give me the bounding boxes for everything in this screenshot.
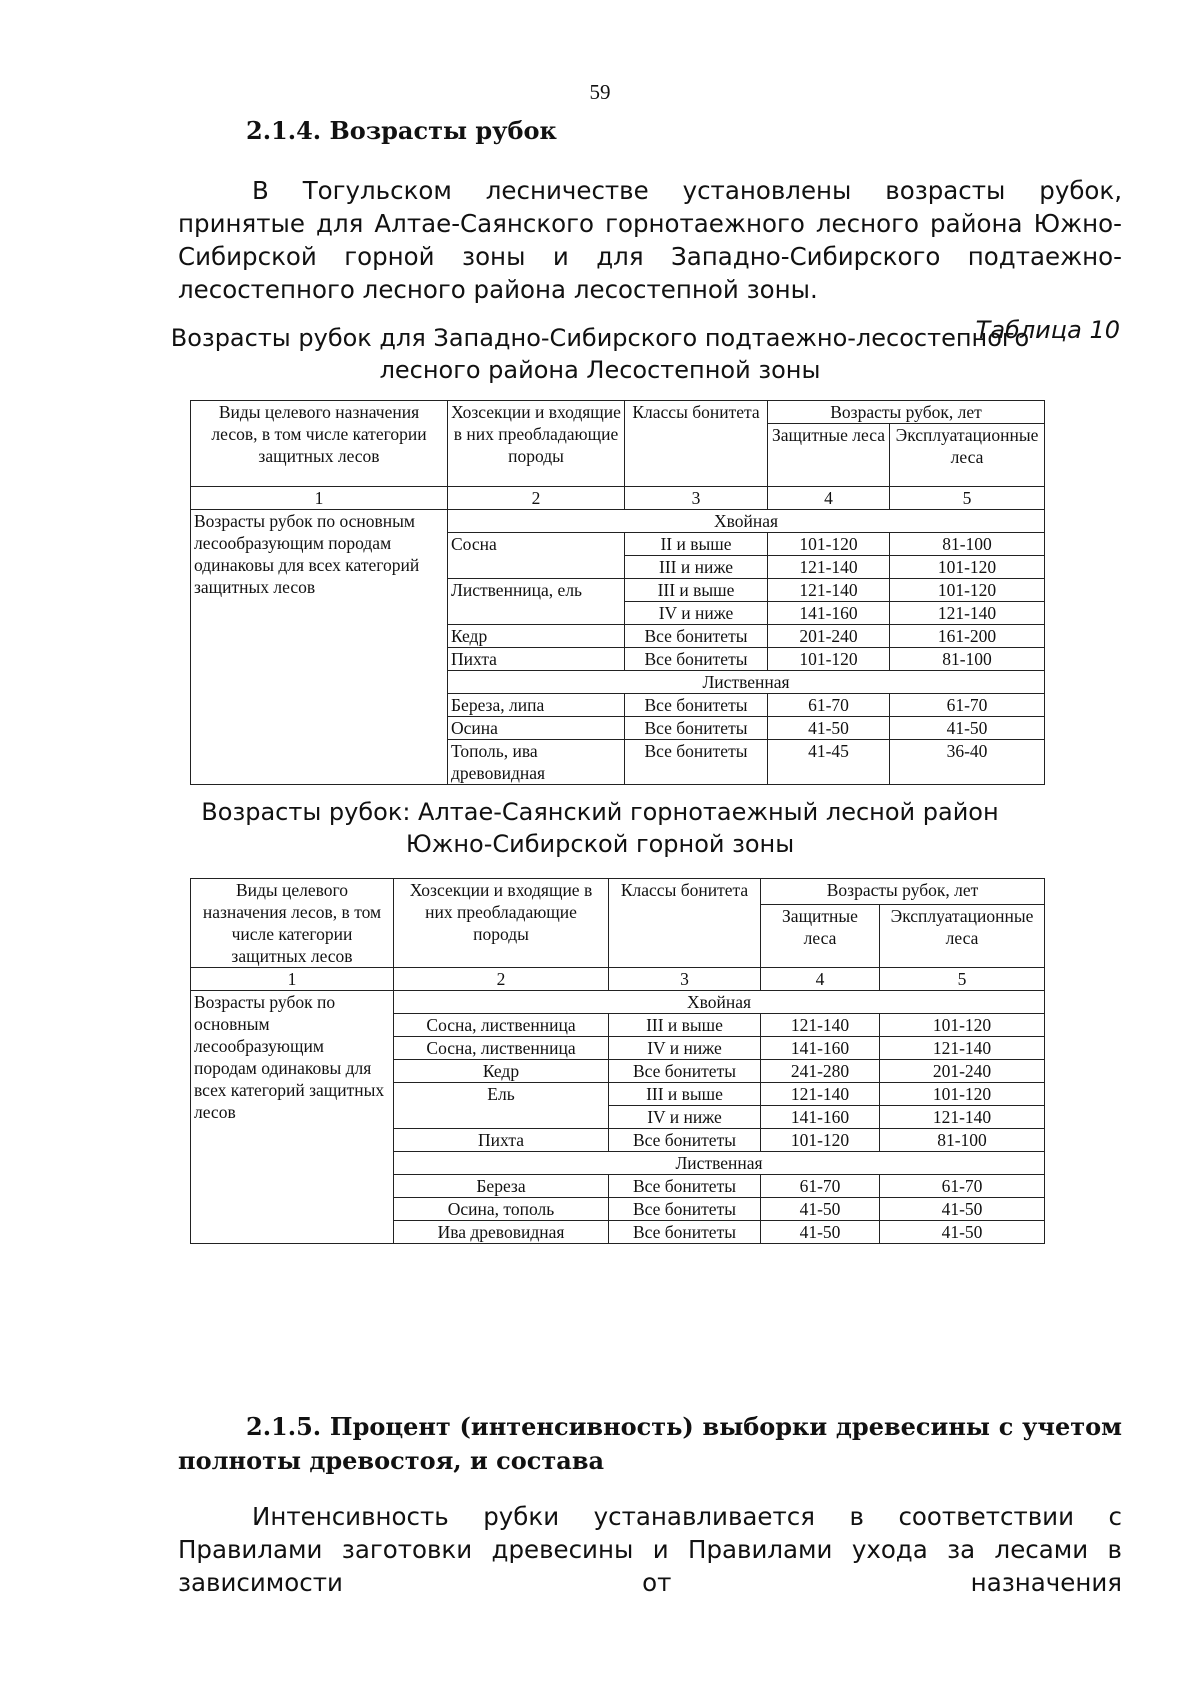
table10-bonitet: Все бонитеты — [625, 740, 768, 785]
table10-species: Пихта — [448, 648, 625, 671]
table10-colnum: 3 — [625, 487, 768, 510]
table-altai-species: Ель — [394, 1083, 609, 1106]
table-altai-exploitation: 41-50 — [880, 1198, 1045, 1221]
table10-group-deciduous: Лиственная — [448, 671, 1045, 694]
table-altai-protective: 61-70 — [761, 1175, 880, 1198]
section-paragraph-2-1-4 — [178, 174, 1122, 306]
table-altai-species — [394, 1106, 609, 1129]
table-altai-exploitation: 121-140 — [880, 1106, 1045, 1129]
table10-exploitation: 161-200 — [890, 625, 1045, 648]
table-altai-header-purpose: Виды целевого назначения лесов, в том числе категории защитных лесов — [191, 879, 394, 968]
table10-title-line2: лесного района Лесостепной зоны — [379, 356, 821, 384]
table10-protective: 61-70 — [768, 694, 890, 717]
table10-bonitet: Все бонитеты — [625, 694, 768, 717]
table10-bonitet: IV и ниже — [625, 602, 768, 625]
table10-bonitet: Все бонитеты — [625, 717, 768, 740]
table10-group-coniferous: Хвойная — [448, 510, 1045, 533]
table-altai-header-bonitet: Классы бонитета — [609, 879, 761, 968]
section-paragraph-2-1-5 — [178, 1500, 1122, 1599]
table10-exploitation: 101-120 — [890, 579, 1045, 602]
table10-protective: 141-160 — [768, 602, 890, 625]
table-altai-header-exploitation: Эксплуатационные леса — [880, 905, 1045, 968]
table10-category: Возрасты рубок по основным лесообразующим породам одинаковы для всех категорий защитных лесов — [191, 510, 448, 785]
table-altai-colnum: 2 — [394, 968, 609, 991]
table-altai-protective: 41-50 — [761, 1198, 880, 1221]
table-altai-exploitation: 41-50 — [880, 1221, 1045, 1244]
page-number: 59 — [589, 80, 611, 104]
table-altai-bonitet: Все бонитеты — [609, 1060, 761, 1083]
table-altai — [190, 878, 1045, 1244]
table10-protective: 41-45 — [768, 740, 890, 785]
section-heading-2-1-5-line2: полноты древостоя, и состава — [178, 1446, 605, 1475]
section-heading-2-1-5-line1: 2.1.5. Процент (интенсивность) выборки древесины с учетом — [246, 1412, 1122, 1441]
table-altai-group-coniferous: Хвойная — [394, 991, 1045, 1014]
table-altai-bonitet: Все бонитеты — [609, 1175, 761, 1198]
table10-exploitation: 101-120 — [890, 556, 1045, 579]
table-altai-bonitet: III и выше — [609, 1014, 761, 1037]
table-altai-header-species: Хозсекции и входящие в них преобладающие породы — [394, 879, 609, 968]
table10-bonitet: Все бонитеты — [625, 625, 768, 648]
table10-bonitet: II и выше — [625, 533, 768, 556]
table-altai-title-line2: Южно-Сибирской горной зоны — [405, 830, 795, 858]
table10-header-ages: Возрасты рубок, лет — [768, 401, 1045, 424]
table10-exploitation: 61-70 — [890, 694, 1045, 717]
table-altai-exploitation: 201-240 — [880, 1060, 1045, 1083]
table-altai-species: Пихта — [394, 1129, 609, 1152]
table10-colnum: 5 — [890, 487, 1045, 510]
table-altai-bonitet: IV и ниже — [609, 1106, 761, 1129]
table10-exploitation: 41-50 — [890, 717, 1045, 740]
table10-colnum: 2 — [448, 487, 625, 510]
table-altai-bonitet: Все бонитеты — [609, 1129, 761, 1152]
table10-header-species: Хозсекции и входящие в них преобладающие породы — [448, 401, 625, 487]
table10-species: Осина — [448, 717, 625, 740]
table-altai-header-protective: Защитные леса — [761, 905, 880, 968]
table10-protective: 101-120 — [768, 648, 890, 671]
table-number-label: Таблица 10 — [975, 316, 1120, 344]
table-altai-exploitation: 121-140 — [880, 1037, 1045, 1060]
table10-protective: 101-120 — [768, 533, 890, 556]
table-altai-exploitation: 61-70 — [880, 1175, 1045, 1198]
table-altai-bonitet: IV и ниже — [609, 1037, 761, 1060]
table10-colnum: 1 — [191, 487, 448, 510]
table-altai-exploitation: 81-100 — [880, 1129, 1045, 1152]
section-heading-2-1-4: 2.1.4. Возрасты рубок — [246, 116, 557, 145]
table-altai-species: Сосна, лиственница — [394, 1014, 609, 1037]
table10-species: Тополь, ива древовидная — [448, 740, 625, 785]
table10-exploitation: 81-100 — [890, 648, 1045, 671]
table-altai-colnum: 3 — [609, 968, 761, 991]
table-altai-species: Кедр — [394, 1060, 609, 1083]
table-altai-protective: 241-280 — [761, 1060, 880, 1083]
table10-bonitet: Все бонитеты — [625, 648, 768, 671]
table10-protective: 41-50 — [768, 717, 890, 740]
table10-colnum: 4 — [768, 487, 890, 510]
table-altai-exploitation: 101-120 — [880, 1014, 1045, 1037]
table10-exploitation: 121-140 — [890, 602, 1045, 625]
table-altai-bonitet: Все бонитеты — [609, 1221, 761, 1244]
table-altai-colnum: 1 — [191, 968, 394, 991]
table-altai-species: Сосна, лиственница — [394, 1037, 609, 1060]
table-altai-bonitet: Все бонитеты — [609, 1198, 761, 1221]
table-altai-species: Осина, тополь — [394, 1198, 609, 1221]
table-altai-group-deciduous: Лиственная — [394, 1152, 1045, 1175]
table-altai-bonitet: III и выше — [609, 1083, 761, 1106]
table10-protective: 201-240 — [768, 625, 890, 648]
table-altai-protective: 141-160 — [761, 1037, 880, 1060]
paragraph-text: В Тогульском лесничестве установлены возрасты рубок, принятые для Алтае-Саянского горнотаежного лесного района Южно-Сибирской горной зоны и для Западно-Сибирского подтаежно-лесостепного лесного района лесостепной зоны. — [178, 176, 1122, 304]
table10-header-protective: Защитные леса — [768, 424, 890, 487]
table-altai-species: Береза — [394, 1175, 609, 1198]
table10-header-exploitation: Эксплуатационные леса — [890, 424, 1045, 487]
table10-species — [448, 556, 625, 579]
table10-species: Кедр — [448, 625, 625, 648]
table10-protective: 121-140 — [768, 579, 890, 602]
table10-species: Береза, липа — [448, 694, 625, 717]
table10-species: Сосна — [448, 533, 625, 556]
table10-header-purpose: Виды целевого назначения лесов, в том числе категории защитных лесов — [191, 401, 448, 487]
table10-species — [448, 602, 625, 625]
table10-exploitation: 36-40 — [890, 740, 1045, 785]
table-altai-protective: 121-140 — [761, 1014, 880, 1037]
table10-bonitet: III и ниже — [625, 556, 768, 579]
paragraph-text: Интенсивность рубки устанавливается в соответствии с Правилами заготовки древесины и Правилами ухода за лесами в зависимости от назначения — [178, 1502, 1122, 1597]
table-altai-protective: 121-140 — [761, 1083, 880, 1106]
table-altai-colnum: 4 — [761, 968, 880, 991]
table10 — [190, 400, 1045, 785]
table10-protective: 121-140 — [768, 556, 890, 579]
table10-bonitet: III и выше — [625, 579, 768, 602]
table10-exploitation: 81-100 — [890, 533, 1045, 556]
table-altai-exploitation: 101-120 — [880, 1083, 1045, 1106]
table10-header-bonitet: Классы бонитета — [625, 401, 768, 487]
table-altai-protective: 41-50 — [761, 1221, 880, 1244]
table10-title-line1: Возрасты рубок для Западно-Сибирского подтаежно-лесостепного — [170, 324, 1030, 352]
table-altai-species: Ива древовидная — [394, 1221, 609, 1244]
table-altai-title-line1: Возрасты рубок: Алтае-Саянский горнотаежный лесной район — [201, 798, 999, 826]
table-altai-category: Возрасты рубок по основным лесообразующим породам одинаковы для всех категорий защитных лесов — [191, 991, 394, 1244]
table-altai-colnum: 5 — [880, 968, 1045, 991]
table-altai-header-ages: Возрасты рубок, лет — [761, 879, 1045, 905]
table10-species: Лиственница, ель — [448, 579, 625, 602]
table-altai-protective: 101-120 — [761, 1129, 880, 1152]
table-altai-protective: 141-160 — [761, 1106, 880, 1129]
